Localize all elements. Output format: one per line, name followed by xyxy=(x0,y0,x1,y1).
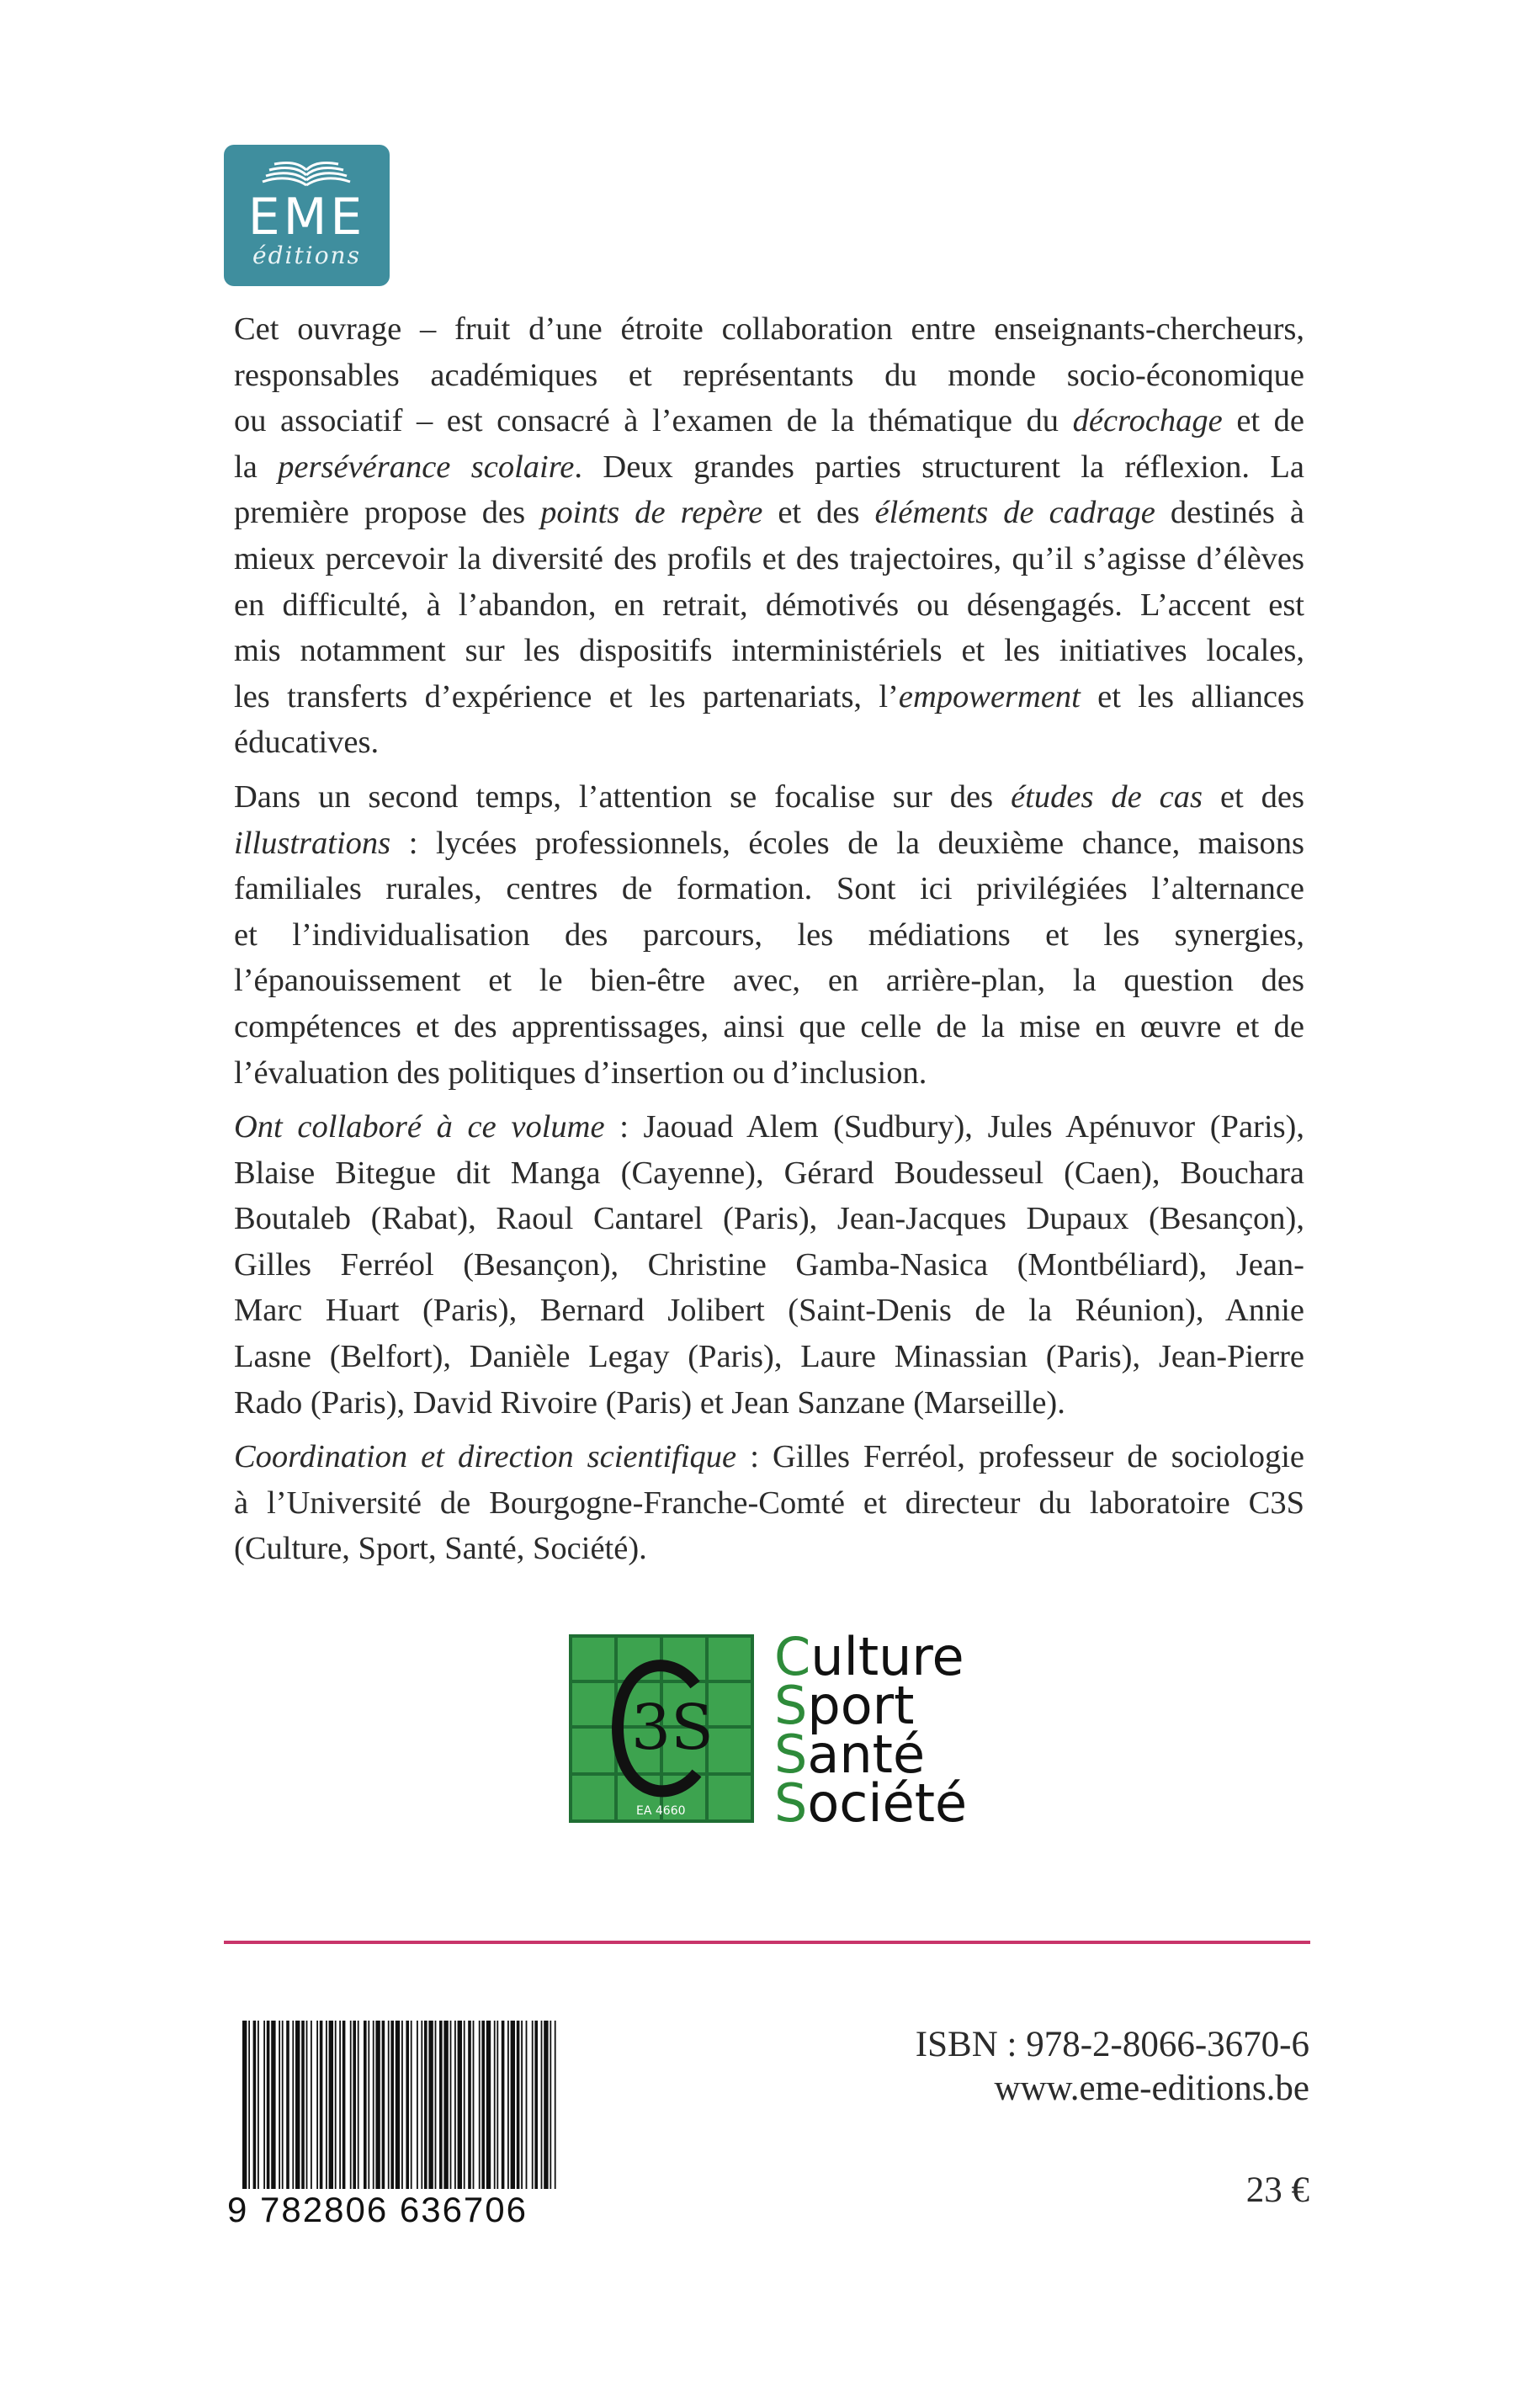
barcode-bar xyxy=(329,2021,333,2189)
open-book-icon xyxy=(256,157,357,190)
barcode-bar xyxy=(326,2021,327,2189)
isbn-block xyxy=(916,2023,1309,2111)
barcode-bar xyxy=(541,2021,543,2189)
eme-editions-logo xyxy=(224,145,390,286)
c3s-word-culture: Culture xyxy=(774,1626,964,1687)
barcode-bar xyxy=(311,2021,312,2189)
price: 23 € xyxy=(1245,2170,1309,2210)
barcode-bar xyxy=(253,2021,257,2189)
barcode-bar xyxy=(550,2021,551,2189)
barcode-bar xyxy=(306,2021,308,2189)
barcode-bar xyxy=(439,2021,443,2189)
c3s-word-sport: Sport xyxy=(774,1675,915,1736)
barcode-bar xyxy=(497,2021,498,2189)
barcode-bar xyxy=(271,2021,275,2189)
barcode-bar xyxy=(396,2021,400,2189)
text-line: éducatives. xyxy=(234,725,380,761)
paragraph-case-studies xyxy=(234,774,1304,1096)
barcode-bar xyxy=(320,2021,323,2189)
text-line: Ont collaboré à ce volume : Jaouad Alem (Sudbury), Jules Apénuvor (Paris), xyxy=(234,1109,1304,1145)
text-line: ou associatif – est consacré à l’examen de la thématique du décrochage et de xyxy=(234,403,1305,439)
barcode-bar xyxy=(450,2021,452,2189)
text-line: illustrations : lycées professionnels, écoles de la deuxième chance, maisons xyxy=(234,825,1304,861)
barcode-bar xyxy=(517,2021,520,2189)
barcode-bar xyxy=(494,2021,496,2189)
barcode-bar xyxy=(292,2021,294,2189)
barcode-bar xyxy=(468,2021,471,2189)
text-line: à l’Université de Bourgogne-Franche-Comté et directeur du laboratoire C3S xyxy=(234,1485,1304,1521)
barcode-bar xyxy=(555,2021,556,2189)
barcode-bar xyxy=(443,2021,448,2189)
isbn-number: ISBN : 978-2-8066-3670-6 xyxy=(915,2025,1309,2064)
text-line: mieux percevoir la diversité des profils et des trajectoires, qu’il s’agisse d’élèves xyxy=(234,540,1304,576)
barcode-bar xyxy=(279,2021,280,2189)
barcode-bar xyxy=(358,2021,359,2189)
text-line: Marc Huart (Paris), Bernard Jolibert (Saint-Denis de la Réunion), Annie xyxy=(234,1293,1304,1329)
barcode-bar xyxy=(464,2021,465,2189)
text-line: l’épanouissement et le bien-être avec, en arrière-plan, la question des xyxy=(234,963,1304,999)
paragraph-contributors xyxy=(234,1104,1304,1426)
barcode-bar xyxy=(388,2021,390,2189)
text-line: les transferts d’expérience et les partenariats, l’empowerment et les alliances xyxy=(234,678,1304,714)
barcode-bar xyxy=(532,2021,534,2189)
text-line: familiales rurales, centres de formation. Sont ici privilégiées l’alternance xyxy=(234,871,1304,907)
barcode-bar xyxy=(507,2021,509,2189)
barcode-bar xyxy=(301,2021,305,2189)
text-line: responsables académiques et représentants du monde socio-économique xyxy=(234,357,1304,393)
text-line: première propose des points de repère et des éléments de cadrage destinés à xyxy=(234,495,1304,531)
barcode-bar xyxy=(458,2021,462,2189)
barcode-bar xyxy=(428,2021,433,2189)
text-line: Coordination et direction scientifique : Gilles Ferréol, professeur de sociologie xyxy=(234,1439,1304,1474)
c3s-word-societe: Société xyxy=(774,1772,968,1834)
barcode-bar xyxy=(242,2021,247,2189)
barcode-bar xyxy=(295,2021,300,2189)
barcode-bar xyxy=(406,2021,409,2189)
website-url[interactable]: www.eme-editions.be xyxy=(994,2069,1309,2108)
c3s-code: EA 4660 xyxy=(636,1804,686,1818)
text-line: la persévérance scolaire. Deux grandes parties structurent la réflexion. La xyxy=(234,449,1304,485)
text-line: Gilles Ferréol (Besançon), Christine Gamba-Nasica (Montbéliard), Jean- xyxy=(234,1246,1304,1283)
barcode-bar xyxy=(282,2021,284,2189)
barcode-bar xyxy=(481,2021,485,2189)
barcode-digits: 9 782806 636706 xyxy=(227,2190,528,2229)
barcode-bar xyxy=(364,2021,367,2189)
barcode-bar xyxy=(544,2021,548,2189)
barcode-bar xyxy=(248,2021,250,2189)
barcode-bar xyxy=(417,2021,418,2189)
text-line: Dans un second temps, l’attention se focalise sur des études de cas et des xyxy=(234,779,1305,815)
barcode-bar xyxy=(401,2021,403,2189)
c3s-wordmark xyxy=(774,1626,968,1834)
barcode-bar xyxy=(534,2021,538,2189)
isbn-barcode xyxy=(242,2021,556,2189)
barcode-bar xyxy=(373,2021,374,2189)
barcode-bar xyxy=(258,2021,259,2189)
barcode-bar xyxy=(286,2021,289,2189)
barcode-bar xyxy=(335,2021,337,2189)
text-line: compétences et des apprentissages, ainsi que celle de la mise en œuvre et de xyxy=(234,1008,1304,1044)
barcode-bar xyxy=(521,2021,523,2189)
barcode-bar xyxy=(267,2021,270,2189)
text-line: l’évaluation des politiques d’insertion ou d’inclusion. xyxy=(234,1054,927,1091)
barcode-bar xyxy=(526,2021,528,2189)
text-line: (Culture, Sport, Santé, Société). xyxy=(234,1531,647,1567)
barcode-bar xyxy=(473,2021,475,2189)
barcode-bar xyxy=(343,2021,346,2189)
barcode-bar xyxy=(486,2021,491,2189)
eme-logo-name: EME xyxy=(247,188,366,247)
eme-logo-subtitle: éditions xyxy=(252,242,361,269)
barcode-bar xyxy=(375,2021,380,2189)
text-line: et l’individualisation des parcours, les médiations et les synergies, xyxy=(234,916,1304,953)
text-line: en difficulté, à l’abandon, en retrait, démotivés ou désengagés. L’accent est xyxy=(234,587,1304,623)
text-line: Cet ouvrage – fruit d’une étroite collaboration entre enseignants-chercheurs, xyxy=(234,311,1304,347)
text-line: Blaise Bitegue dit Manga (Cayenne), Gérard Boudesseul (Caen), Bouchara xyxy=(234,1155,1304,1191)
barcode-bar xyxy=(339,2021,341,2189)
barcode-bar xyxy=(368,2021,369,2189)
barcode-bar xyxy=(316,2021,318,2189)
barcode-bar xyxy=(353,2021,356,2189)
barcode-bar xyxy=(479,2021,481,2189)
text-line: Lasne (Belfort), Danièle Legay (Paris), Laure Minassian (Paris), Jean-Pierre xyxy=(234,1338,1304,1374)
paragraph-coordination xyxy=(234,1434,1304,1572)
text-line: mis notamment sur les dispositifs interministériels et les initiatives locales, xyxy=(234,633,1304,669)
barcode-bar xyxy=(511,2021,515,2189)
barcode-bar xyxy=(263,2021,265,2189)
barcode-bar xyxy=(435,2021,437,2189)
paragraph-summary xyxy=(234,306,1304,766)
barcode-bar xyxy=(350,2021,352,2189)
barcode-bar xyxy=(382,2021,385,2189)
barcode-bar xyxy=(421,2021,422,2189)
barcode-bar xyxy=(454,2021,456,2189)
c3s-word-sante: Santé xyxy=(774,1724,926,1785)
text-line: Rado (Paris), David Rivoire (Paris) et Jean Sanzane (Marseille). xyxy=(234,1384,1065,1421)
pink-divider xyxy=(224,1941,1310,1944)
barcode-bar xyxy=(390,2021,394,2189)
c3s-mark-text: 3S xyxy=(631,1692,714,1764)
text-line: Boutaleb (Rabat), Raoul Cantarel (Paris), Jean-Jacques Dupaux (Besançon), xyxy=(234,1201,1304,1237)
barcode-bar xyxy=(424,2021,427,2189)
barcode-bar xyxy=(502,2021,505,2189)
barcode-bar xyxy=(411,2021,412,2189)
